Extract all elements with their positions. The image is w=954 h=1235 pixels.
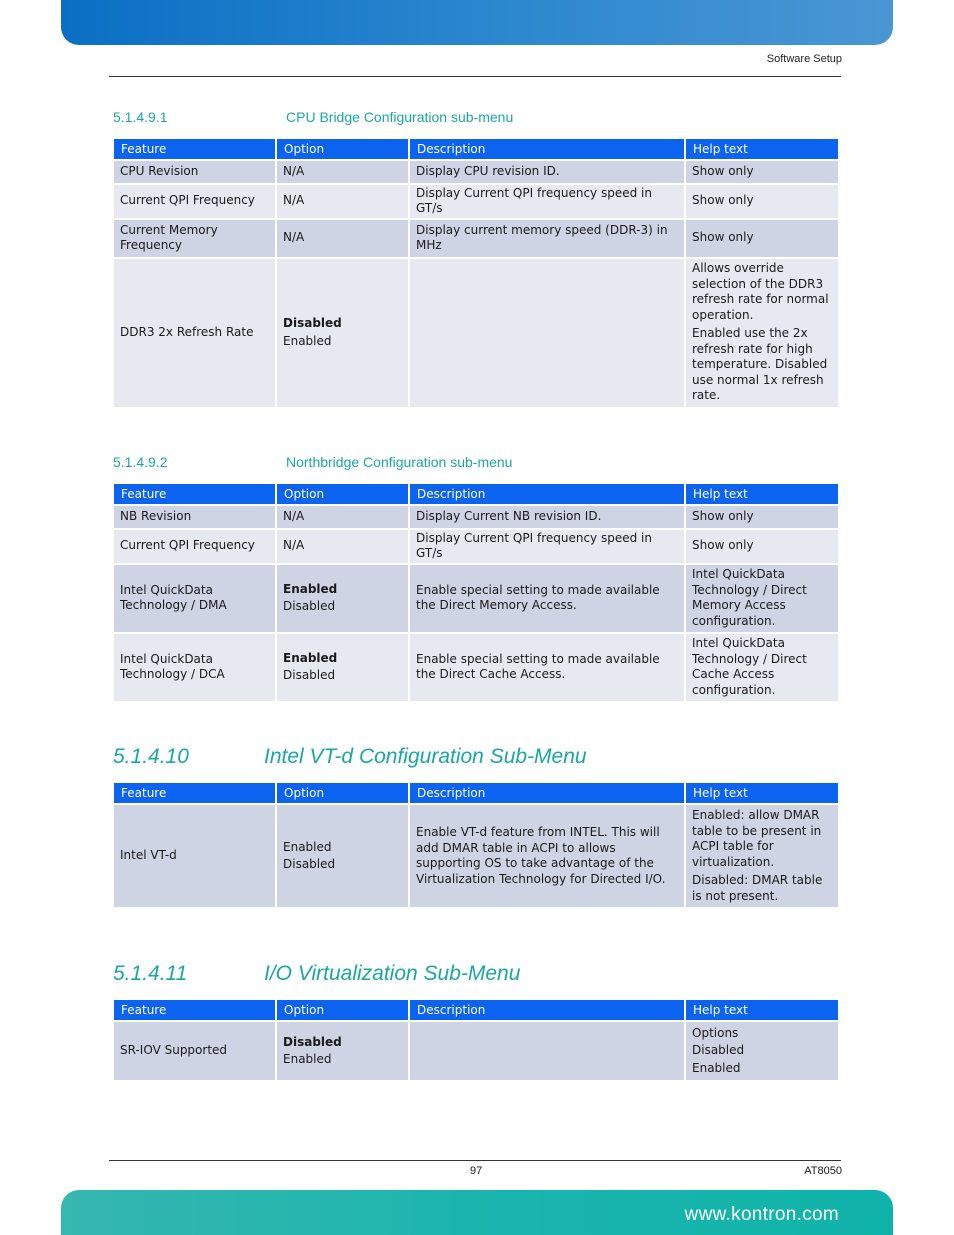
table-row	[114, 634, 838, 701]
option-value: N/A	[283, 509, 305, 523]
feature-cell: SR-IOV Supported	[114, 1022, 275, 1080]
col-header-option: Option	[277, 783, 408, 803]
table-header-row	[114, 484, 838, 504]
option-value: N/A	[283, 193, 305, 208]
io-virtualization-table	[112, 998, 840, 1082]
col-header-description: Description	[410, 783, 684, 803]
feature-cell: Current Memory Frequency	[114, 220, 275, 257]
feature-cell: Intel QuickData Technology / DMA	[114, 565, 275, 632]
option-value: Disabled	[283, 668, 336, 682]
option-cell	[277, 530, 408, 563]
option-value: N/A	[283, 230, 305, 245]
col-header-help: Help text	[686, 1000, 838, 1020]
col-header-feature: Feature	[114, 1000, 275, 1020]
table-row	[114, 506, 838, 528]
col-header-option: Option	[277, 1000, 408, 1020]
option-cell	[277, 565, 408, 632]
northbridge-table	[112, 482, 840, 703]
col-header-help: Help text	[686, 484, 838, 504]
option-value: Enabled	[283, 1052, 332, 1066]
table-row	[114, 259, 838, 407]
footer-divider	[109, 1160, 841, 1161]
help-text: Disabled: DMAR table is not present.	[692, 873, 823, 903]
help-text: Allows override selection of the DDR3 refresh rate for normal operation.	[692, 261, 829, 322]
feature-cell: DDR3 2x Refresh Rate	[114, 259, 275, 407]
option-value: Disabled	[283, 857, 336, 871]
help-text: Enabled use the 2x refresh rate for high temperature. Disabled use normal 1x refresh rate.	[692, 326, 828, 403]
table-row	[114, 185, 838, 218]
feature-cell: CPU Revision	[114, 161, 275, 183]
subsection-number: 5.1.4.9.2	[113, 454, 168, 470]
help-text: Show only	[692, 230, 754, 245]
option-cell	[277, 634, 408, 701]
option-cell	[277, 220, 408, 257]
help-text: Show only	[692, 538, 754, 553]
help-cell	[686, 530, 838, 563]
option-cell	[277, 506, 408, 528]
option-value-default: Enabled	[283, 650, 338, 665]
col-header-description: Description	[410, 1000, 684, 1020]
help-text: Show only	[692, 509, 754, 523]
help-cell	[686, 506, 838, 528]
description-cell: Display Current NB revision ID.	[410, 506, 684, 528]
description-cell: Enable VT-d feature from INTEL. This will add DMAR table in ACPI to allows supporting OS to take advantage of the Virtualization Technology for Directed I/O.	[410, 805, 684, 907]
help-cell	[686, 259, 838, 407]
top-banner	[61, 0, 893, 45]
feature-cell: Intel QuickData Technology / DCA	[114, 634, 275, 701]
bottom-banner	[61, 1190, 893, 1235]
description-cell: Display Current QPI frequency speed in GT/s	[410, 530, 684, 563]
subsection-title: Northbridge Configuration sub-menu	[286, 454, 513, 470]
table-row	[114, 161, 838, 183]
description-cell	[410, 259, 684, 407]
footer-url-link[interactable]: www.kontron.com	[684, 1204, 839, 1225]
table-header-row	[114, 139, 838, 159]
option-value: Enabled	[283, 839, 332, 854]
section-number: 5.1.4.11	[113, 962, 188, 985]
help-text: Disabled	[692, 1043, 745, 1058]
col-header-option: Option	[277, 484, 408, 504]
option-value: N/A	[283, 538, 305, 553]
col-header-feature: Feature	[114, 484, 275, 504]
subsection-number: 5.1.4.9.1	[113, 109, 168, 125]
table-row	[114, 565, 838, 632]
col-header-help: Help text	[686, 783, 838, 803]
table-row	[114, 530, 838, 563]
option-value: Disabled	[283, 599, 336, 613]
help-cell	[686, 565, 838, 632]
feature-cell: Intel VT-d	[114, 805, 275, 907]
feature-cell: NB Revision	[114, 506, 275, 528]
description-cell: Display CPU revision ID.	[410, 161, 684, 183]
option-value-default: Disabled	[283, 1034, 342, 1049]
description-cell: Display current memory speed (DDR-3) in MHz	[410, 220, 684, 257]
help-text: Enabled: allow DMAR table to be present in ACPI table for virtualization.	[692, 808, 822, 869]
table-header-row	[114, 1000, 838, 1020]
help-cell	[686, 161, 838, 183]
option-value: N/A	[283, 164, 305, 178]
table-row	[114, 220, 838, 257]
option-cell	[277, 259, 408, 407]
help-cell	[686, 220, 838, 257]
help-text: Intel QuickData Technology / Direct Memory Access configuration.	[692, 567, 807, 628]
description-cell	[410, 1022, 684, 1080]
help-cell	[686, 185, 838, 218]
table-row	[114, 1022, 838, 1080]
help-cell	[686, 634, 838, 701]
feature-cell: Current QPI Frequency	[114, 530, 275, 563]
option-value-default: Disabled	[283, 316, 342, 330]
option-value-default: Enabled	[283, 581, 338, 596]
help-text: Show only	[692, 164, 754, 178]
header-section-label: Software Setup	[766, 53, 842, 65]
help-cell	[686, 1022, 838, 1080]
help-text: Enabled	[692, 1060, 741, 1075]
col-header-feature: Feature	[114, 139, 275, 159]
col-header-description: Description	[410, 139, 684, 159]
feature-cell: Current QPI Frequency	[114, 185, 275, 218]
section-title: I/O Virtualization Sub-Menu	[264, 962, 521, 985]
section-title: Intel VT-d Configuration Sub-Menu	[264, 745, 587, 768]
option-value: Enabled	[283, 333, 332, 348]
description-cell: Enable special setting to made available the Direct Cache Access.	[410, 634, 684, 701]
option-cell	[277, 161, 408, 183]
header-divider	[109, 76, 841, 77]
help-text: Options	[692, 1025, 739, 1040]
cpu-bridge-table	[112, 137, 840, 409]
help-text: Show only	[692, 193, 754, 208]
option-cell	[277, 1022, 408, 1080]
table-header-row	[114, 783, 838, 803]
help-text: Intel QuickData Technology / Direct Cache Access configuration.	[692, 636, 807, 697]
col-header-option: Option	[277, 139, 408, 159]
page-number: 97	[470, 1165, 483, 1177]
description-cell: Display Current QPI frequency speed in GT/s	[410, 185, 684, 218]
col-header-help: Help text	[686, 139, 838, 159]
option-cell	[277, 185, 408, 218]
vtd-table	[112, 781, 840, 909]
section-number: 5.1.4.10	[113, 745, 189, 768]
help-cell	[686, 805, 838, 907]
col-header-description: Description	[410, 484, 684, 504]
table-row	[114, 805, 838, 907]
description-cell: Enable special setting to made available the Direct Memory Access.	[410, 565, 684, 632]
option-cell	[277, 805, 408, 907]
col-header-feature: Feature	[114, 783, 275, 803]
footer-model: AT8050	[804, 1165, 842, 1177]
subsection-title: CPU Bridge Configuration sub-menu	[286, 109, 514, 125]
